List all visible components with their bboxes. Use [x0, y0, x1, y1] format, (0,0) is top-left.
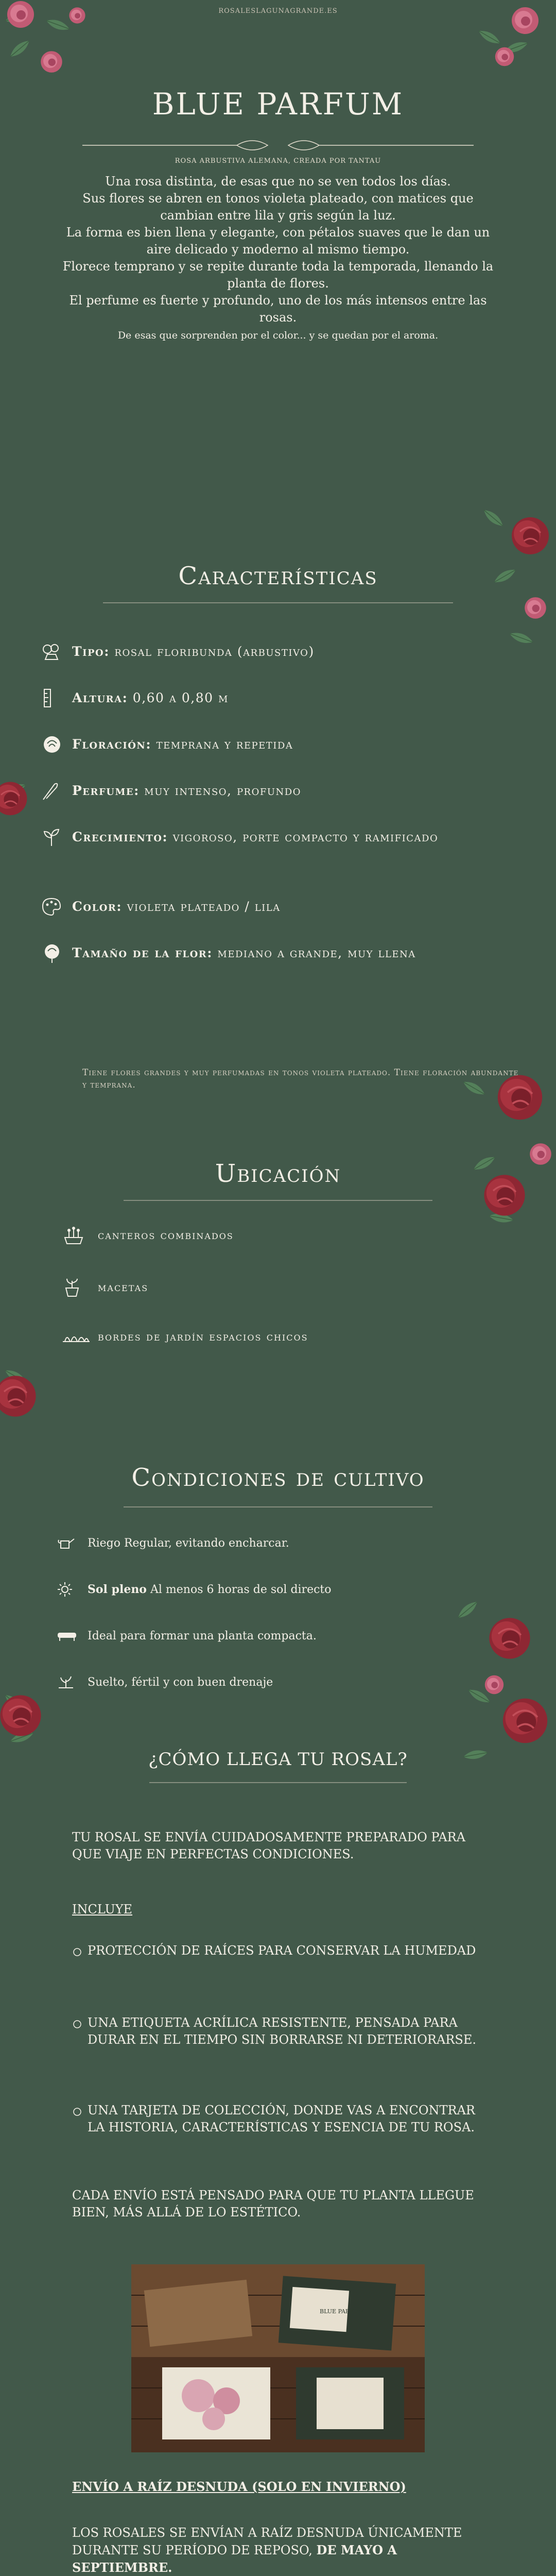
- intro-line: La forma es bien llena y elegante, con pétalos suaves que le dan un aire delicado y moderno al mismo tiempo.: [66, 225, 490, 257]
- garden-border-icon: [62, 1329, 98, 1345]
- conditions-heading: Condiciones de cultivo: [131, 1463, 425, 1492]
- include-text: UNA TARJETA DE COLECCIÓN, DONDE VAS A ENCONTRAR LA HISTORIA, CARACTERÍSTICAS Y ESENCIA DE TU ROSA.: [88, 2103, 475, 2134]
- sun-icon: [57, 1582, 88, 1597]
- intro-line: Florece temprano y se repite durante toda la temporada, llenando la planta de flores.: [62, 259, 494, 291]
- brand-url[interactable]: ROSALESLAGUNAGRANDE.ES: [218, 7, 338, 15]
- feature-value: temprana y repetida: [156, 737, 293, 752]
- bare-root-title: ENVÍO A RAÍZ DESNUDA (SOLO EN INVIERNO): [72, 2479, 406, 2494]
- shipping-heading: ¿CÓMO LLEGA TU ROSAL?: [148, 1749, 408, 1770]
- watering-can-icon: [57, 1535, 88, 1551]
- height-ruler-icon: [41, 688, 72, 708]
- palette-icon: [41, 896, 72, 917]
- shipping-intro: [72, 1829, 489, 1863]
- feature-key: Perfume:: [72, 783, 140, 798]
- features-divider: [103, 598, 453, 608]
- condition-bold: Sol pleno: [88, 1583, 147, 1596]
- features-note: Tiene flores grandes y muy perfumadas en tonos violeta plateado. Tiene floración abundante y temprana.: [82, 1067, 519, 1090]
- feature-key: Tamaño de la flor:: [72, 945, 213, 960]
- intro-line: Sus flores se abren en tonos violeta plateado, con matices que cambian entre lila y gris según la luz.: [82, 191, 474, 223]
- condition-text: Al menos 6 horas de sol directo: [146, 1583, 332, 1596]
- hedge-icon: [57, 1628, 88, 1643]
- feather-icon: [41, 781, 72, 801]
- page-title: BLUE PARFUM: [152, 87, 404, 122]
- flowerpot-icon: [62, 1278, 98, 1297]
- intro-note: De esas que sorprenden por el color... y se quedan por el aroma.: [117, 330, 439, 341]
- product-photo: [131, 2264, 425, 2452]
- feature-row: [41, 896, 525, 917]
- rose-bloom-icon: [41, 734, 72, 755]
- feature-value: rosal floribunda (arbustivo): [114, 644, 315, 659]
- feature-key: Floración:: [72, 737, 152, 752]
- condition-text: Riego Regular, evitando encharcar.: [88, 1537, 289, 1550]
- intro-line: El perfume es fuerte y profundo, uno de los más intensos entre las rosas.: [69, 293, 487, 325]
- includes-block: [72, 1901, 489, 1918]
- include-item: [72, 1942, 489, 1962]
- shipping-paragraph: CADA ENVÍO ESTÁ PENSADO PARA QUE TU PLANTA LLEGUE BIEN, MÁS ALLÁ DE LO ESTÉTICO.: [72, 2188, 474, 2219]
- rose-bush-icon: [41, 641, 72, 662]
- location-item: [62, 1329, 308, 1345]
- shipping-note: [72, 2187, 489, 2221]
- feature-row: [41, 734, 525, 755]
- intro-line: Una rosa distinta, de esas que no se ven todos los días.: [105, 174, 451, 189]
- bullet-icon: [72, 1942, 88, 1962]
- bullet-icon: [72, 2014, 88, 2034]
- intro-text: [59, 173, 497, 344]
- feature-value: violeta plateado / lila: [127, 899, 281, 914]
- feature-key: Crecimiento:: [72, 829, 168, 844]
- condition-row: [57, 1582, 520, 1598]
- condition-row: [57, 1628, 520, 1644]
- feature-key: Color:: [72, 899, 123, 914]
- title-divider: [82, 135, 474, 156]
- feature-value: 0,60 a 0,80 m: [132, 690, 229, 705]
- condition-row: [57, 1674, 520, 1690]
- include-text: PROTECCIÓN DE RAÍCES PARA CONSERVAR LA HUMEDAD: [88, 1943, 476, 1958]
- bare-root-months: DE MAYO A SEPTIEMBRE.: [72, 2543, 397, 2575]
- include-item: [72, 2014, 489, 2048]
- location-item: [62, 1278, 148, 1297]
- condition-row: [57, 1535, 520, 1551]
- flower-decoration-left-2: [0, 1350, 67, 1432]
- soil-icon: [57, 1674, 88, 1690]
- feature-value: vigoroso, porte compacto y ramificado: [172, 829, 439, 844]
- growth-icon: [41, 827, 72, 848]
- bare-root-title-block: [72, 2478, 489, 2495]
- bare-root-text: LOS ROSALES SE ENVÍAN A RAÍZ DESNUDA ÚNICAMENTE DURANTE SU PERÍODO DE REPOSO,: [72, 2526, 462, 2557]
- feature-row: [41, 827, 525, 848]
- location-label: bordes de jardín espacios chicos: [98, 1330, 308, 1344]
- feature-value: mediano a grande, muy llena: [217, 945, 416, 960]
- feature-key: Altura:: [72, 690, 128, 705]
- conditions-divider: [124, 1502, 432, 1512]
- shipping-paragraph: TU ROSAL SE ENVÍA CUIDADOSAMENTE PREPARADO PARA QUE VIAJE EN PERFECTAS CONDICIONES.: [72, 1830, 466, 1861]
- bullet-icon: [72, 2102, 88, 2122]
- page-subtitle: ROSA ARBUSTIVA ALEMANA, CREADA POR TANTAU: [175, 157, 381, 165]
- features-heading: Características: [178, 562, 378, 590]
- location-label: canteros combinados: [98, 1229, 234, 1242]
- photo-card-text: BLUE PARFUM: [320, 2308, 364, 2315]
- include-text: UNA ETIQUETA ACRÍLICA RESISTENTE, PENSADA PARA DURAR EN EL TIEMPO SIN BORRARSE NI DETERIORARSE.: [88, 2015, 476, 2047]
- bare-root-p1: [72, 2524, 489, 2576]
- includes-label: INCLUYE: [72, 1902, 133, 1917]
- feature-row: [41, 688, 525, 708]
- feature-key: Tipo:: [72, 644, 110, 659]
- flower-size-icon: [41, 943, 72, 963]
- location-divider: [124, 1195, 432, 1206]
- condition-text: Ideal para formar una planta compacta.: [88, 1630, 317, 1642]
- feature-row: [41, 781, 525, 801]
- feature-row: [41, 641, 525, 662]
- planter-icon: [62, 1226, 98, 1245]
- location-heading: Ubicación: [215, 1159, 341, 1188]
- include-item: [72, 2102, 489, 2136]
- location-label: macetas: [98, 1281, 149, 1294]
- feature-value: muy intenso, profundo: [144, 783, 301, 798]
- feature-row: [41, 943, 525, 963]
- location-item: [62, 1226, 234, 1245]
- condition-text: Suelto, fértil y con buen drenaje: [88, 1676, 273, 1689]
- shipping-divider: [149, 1777, 407, 1788]
